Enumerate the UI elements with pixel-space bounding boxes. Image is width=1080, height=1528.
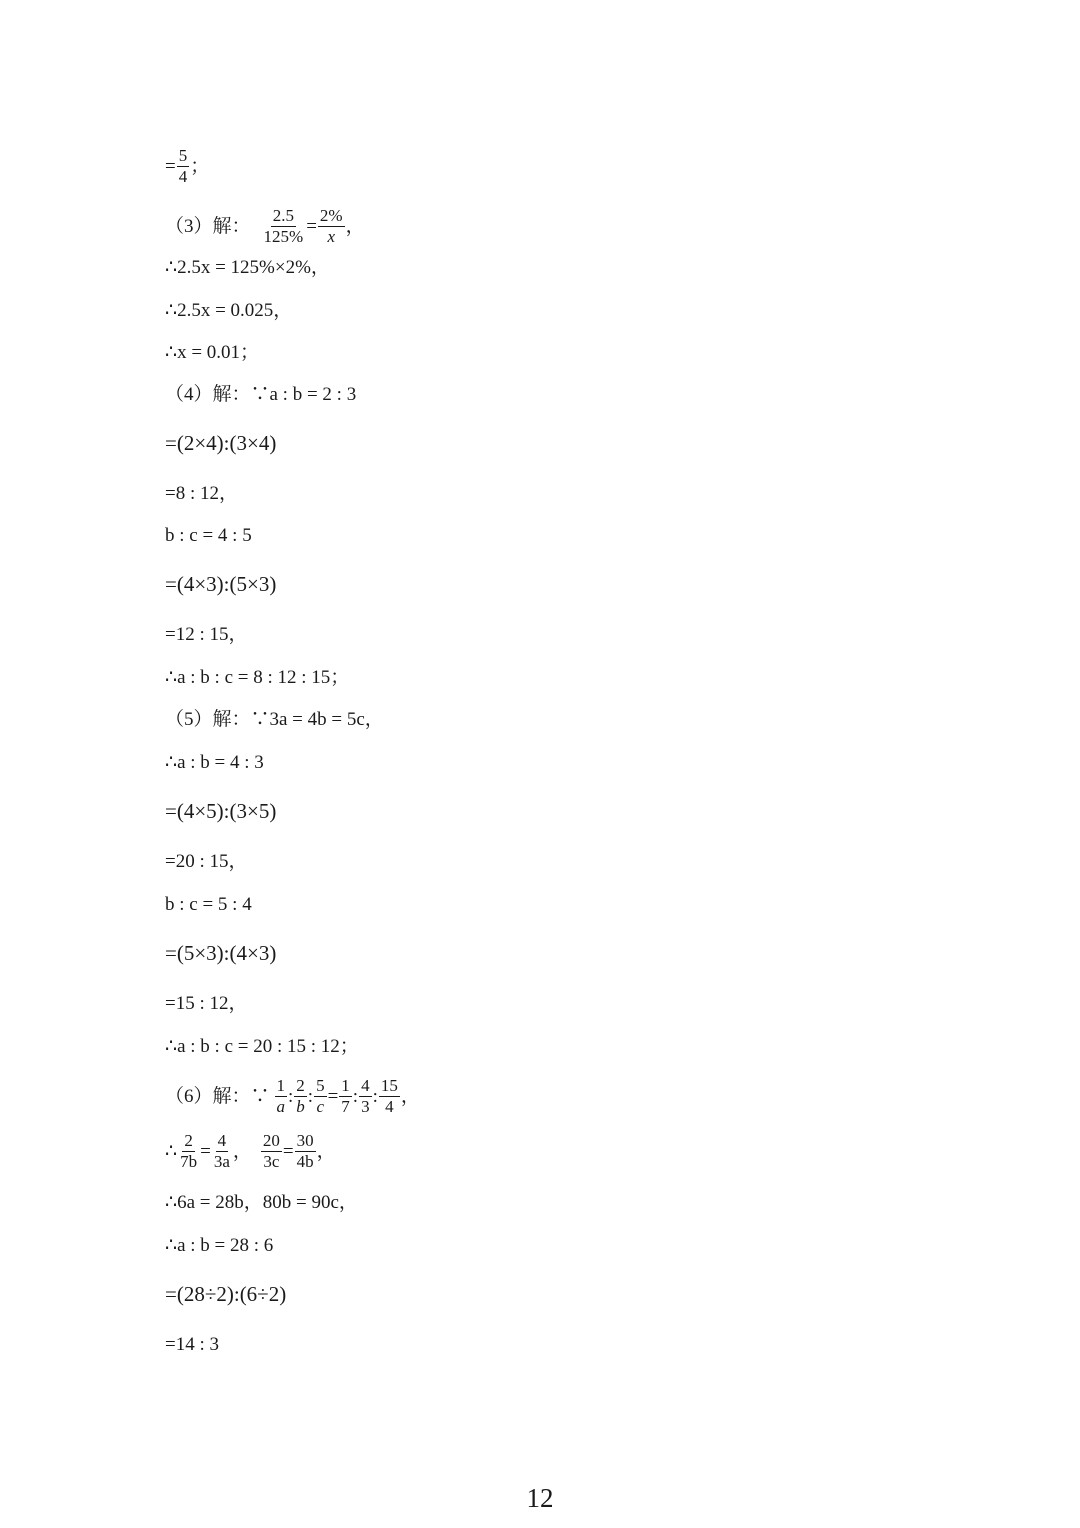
solution-line: ∴x = 0.01；	[165, 342, 260, 363]
fraction: $\frac{1}{a}$	[276, 1076, 286, 1116]
fraction: $\frac{1}{7}$	[341, 1076, 350, 1116]
solution-line: =14 : 3	[165, 1334, 219, 1355]
solution-line: =8 : 12，	[165, 483, 238, 504]
fraction: $\frac{2}{b}$	[296, 1076, 305, 1116]
solution-line: =20 : 15，	[165, 851, 248, 872]
solution-line: b : c = 4 : 5	[165, 525, 252, 546]
fraction: $\frac{15}{4}$	[380, 1076, 398, 1116]
fraction: $\frac{5}{4}$	[178, 146, 188, 186]
solution-line: =12 : 15，	[165, 624, 248, 645]
fraction: $\frac{30}{4b}$	[296, 1131, 314, 1171]
solution-line: ∴a : b : c = 8 : 12 : 15；	[165, 667, 350, 688]
solution-line: （6）解：∵ $\frac{1}{a}$ : $\frac{2}{b}$ : $\frac{5}{c}$ = $\frac{1}{7}$ : $\frac{4}{3}$ : $\frac{15}{4}$ ，	[165, 1076, 420, 1116]
solution-line: =(4×3):(5×3)	[165, 572, 277, 596]
solution-line: ∴6a = 28b，80b = 90c，	[165, 1192, 358, 1213]
fraction: $\frac{4}{3a}$	[213, 1131, 230, 1171]
fraction: $\frac{4}{3}$	[361, 1076, 370, 1116]
solution-line: =(2×4):(3×4)	[165, 431, 277, 455]
solution-line: （3）解： $\frac{2.5}{125\%}$ = $\frac{2\%}{x}$ ，	[165, 206, 365, 246]
solution-line: =(28÷2):(6÷2)	[165, 1282, 287, 1306]
fraction: $\frac{2\%}{x}$	[319, 206, 343, 246]
solution-line: ∴ $\frac{2}{7b}$ = $\frac{4}{3a}$ ， $\frac{20}{3c}$ = $\frac{30}{4b}$ ，	[165, 1131, 336, 1171]
solution-line: ∴a : b = 28 : 6	[165, 1235, 274, 1256]
solution-line: ∴a : b = 4 : 3	[165, 752, 264, 773]
fraction: $\frac{2}{7b}$	[180, 1131, 198, 1171]
solution-line: （5）解：∵3a = 4b = 5c，	[165, 709, 384, 730]
solution-line: =(4×5):(3×5)	[165, 799, 277, 823]
solution-line: （4）解：∵a : b = 2 : 3	[165, 384, 357, 405]
solution-line: = $\frac{5}{4}$ ；	[165, 146, 210, 186]
fraction: $\frac{5}{c}$	[316, 1076, 325, 1116]
solution-line: =15 : 12，	[165, 993, 248, 1014]
solution-line: ∴2.5x = 125%×2%，	[165, 257, 330, 278]
fraction: $\frac{20}{3c}$	[262, 1131, 280, 1171]
solution-line: ∴2.5x = 0.025，	[165, 300, 293, 321]
solution-line: ∴a : b : c = 20 : 15 : 12；	[165, 1036, 359, 1057]
solution-line: =(5×3):(4×3)	[165, 941, 277, 965]
solution-line: b : c = 5 : 4	[165, 894, 252, 915]
page-number: 12	[526, 1483, 554, 1513]
fraction: $\frac{2.5}{125\%}$	[263, 206, 304, 246]
